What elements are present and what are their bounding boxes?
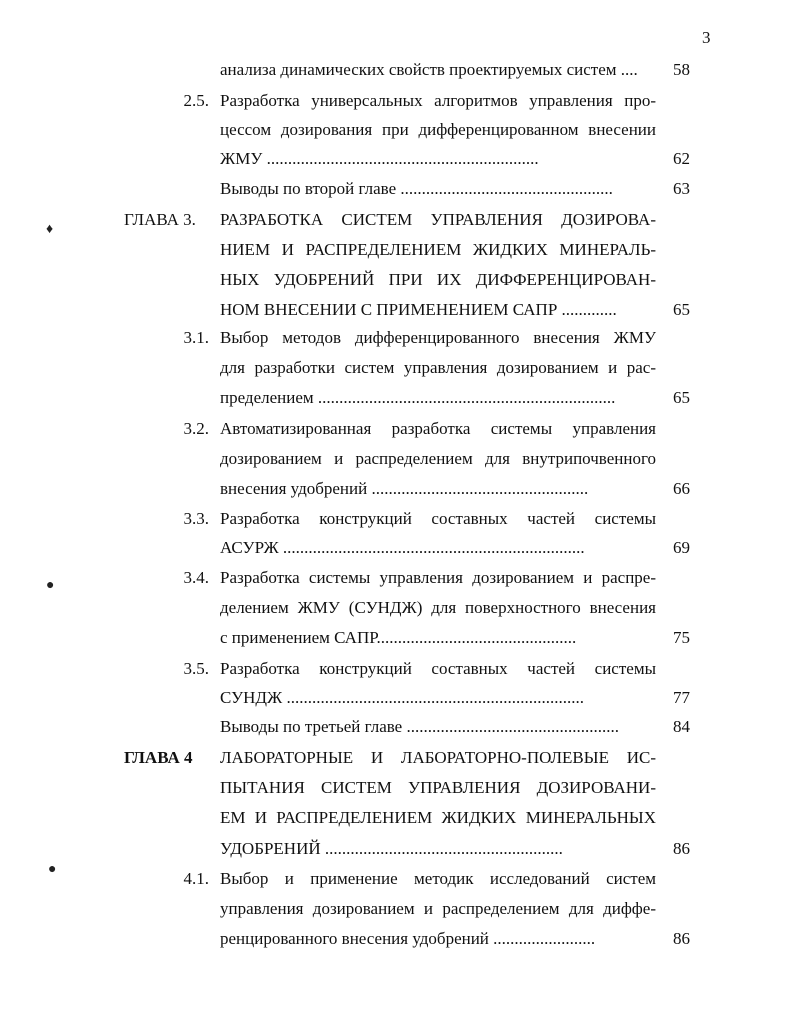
toc-page: 75 [673, 628, 690, 647]
toc-line: ЕМ И РАСПРЕДЕЛЕНИЕМ ЖИДКИХ МИНЕРАЛЬНЫХ [220, 808, 656, 827]
toc-line: внесения удобрений ................................................... [220, 479, 589, 498]
toc-line: анализа динамических свойств проектируемых систем .... [220, 60, 638, 79]
toc-number: 3.5. [183, 659, 209, 678]
toc-number: 3.2. [183, 419, 209, 438]
toc-line: НИЕМ И РАСПРЕДЕЛЕНИЕМ ЖИДКИХ МИНЕРАЛЬ- [220, 240, 656, 259]
toc-page: 84 [673, 717, 690, 736]
toc-line: НОМ ВНЕСЕНИИ С ПРИМЕНЕНИЕМ САПР ............. [220, 300, 617, 319]
toc-number: 3.4. [183, 568, 209, 587]
toc-line: ренцированного внесения удобрений ........................ [220, 929, 596, 948]
toc-page: 69 [673, 538, 690, 557]
toc-line: дозированием и распределением для внутрипочвенного [220, 449, 656, 468]
toc-line: цессом дозирования при дифференцированном внесении [220, 120, 656, 139]
toc-page: 66 [673, 479, 690, 498]
toc-page: 58 [673, 60, 690, 79]
page-number: 3 [702, 28, 711, 47]
toc-line: Выводы по третьей главе .................................................. [220, 717, 619, 736]
toc-line: СУНДЖ ...................................................................... [220, 688, 585, 707]
chapter-label: ГЛАВА 4 [124, 748, 193, 767]
toc-line: делением ЖМУ (СУНДЖ) для поверхностного внесения [220, 598, 656, 617]
toc-line: ЖМУ ................................................................ [220, 149, 539, 168]
toc-line: НЫХ УДОБРЕНИЙ ПРИ ИХ ДИФФЕРЕНЦИРОВАН- [220, 270, 656, 289]
toc-page: 77 [673, 688, 690, 707]
toc-line: ПЫТАНИЯ СИСТЕМ УПРАВЛЕНИЯ ДОЗИРОВАНИ- [220, 778, 656, 797]
toc-line: УДОБРЕНИЙ ........................................................ [220, 839, 563, 858]
toc-line: с применением САПР............................................... [220, 628, 577, 647]
toc-number: 4.1. [183, 869, 209, 888]
scan-speck: ● [46, 578, 55, 593]
toc-page: 62 [673, 149, 690, 168]
scan-speck: ♦ [46, 222, 54, 237]
chapter-label: ГЛАВА 3. [124, 210, 196, 229]
toc-line: АСУРЖ ....................................................................... [220, 538, 585, 557]
toc-page: 65 [673, 300, 690, 319]
toc-line: управления дозированием и распределением для диффе- [220, 899, 656, 918]
toc-line: Разработка универсальных алгоритмов управления про- [220, 91, 656, 110]
toc-line: Выбор и применение методик исследований систем [220, 869, 656, 888]
toc-number: 3.1. [183, 328, 209, 347]
toc-line: пределением ...................................................................... [220, 388, 616, 407]
toc-line: Выбор методов дифференцированного внесения ЖМУ [220, 328, 656, 347]
scan-speck: ● [48, 862, 57, 877]
toc-number: 2.5. [183, 91, 209, 110]
toc-line: Автоматизированная разработка системы управления [220, 419, 656, 438]
toc-line: ЛАБОРАТОРНЫЕ И ЛАБОРАТОРНО-ПОЛЕВЫЕ ИС- [220, 748, 656, 767]
toc-page: 86 [673, 839, 690, 858]
toc-page: 86 [673, 929, 690, 948]
toc-page: 63 [673, 179, 690, 198]
toc-line: для разработки систем управления дозированием и рас- [220, 358, 656, 377]
toc-line: Разработка конструкций составных частей системы [220, 659, 656, 678]
toc-line: РАЗРАБОТКА СИСТЕМ УПРАВЛЕНИЯ ДОЗИРОВА- [220, 210, 656, 229]
toc-page: 65 [673, 388, 690, 407]
toc-number: 3.3. [183, 509, 209, 528]
toc-line: Разработка конструкций составных частей системы [220, 509, 656, 528]
toc-line: Разработка системы управления дозированием и распре- [220, 568, 656, 587]
toc-line: Выводы по второй главе .................................................. [220, 179, 613, 198]
